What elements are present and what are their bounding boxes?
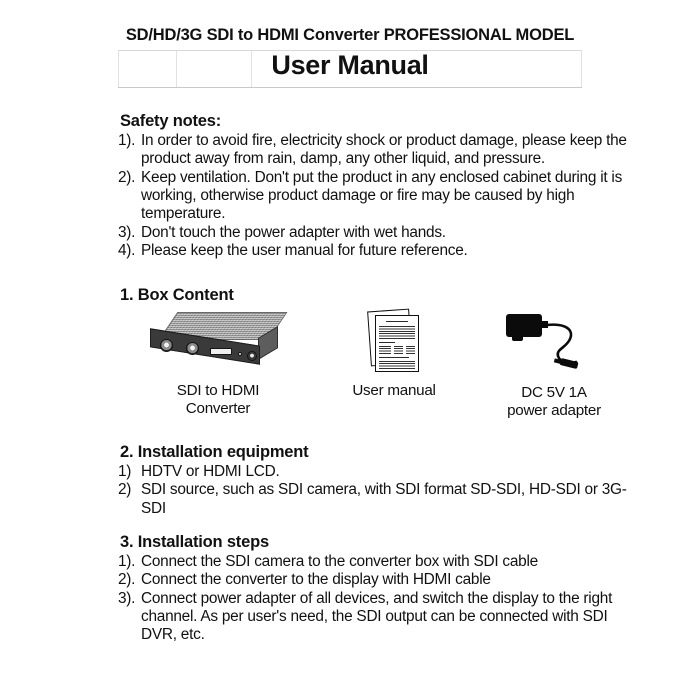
list-marker: 1).: [118, 553, 136, 570]
sdi-to-hdmi-converter-icon: [148, 308, 288, 376]
safety-notes-heading: Safety notes:: [120, 112, 222, 130]
safety-notes-section: [118, 112, 638, 260]
list-item: [118, 169, 638, 224]
list-text: HDTV or HDMI LCD.: [141, 463, 280, 480]
box-content-figures: [118, 308, 638, 436]
safety-notes-list: [118, 132, 638, 260]
caption: [470, 384, 638, 420]
box-item-user-manual: [314, 308, 474, 400]
list-item: [118, 242, 638, 260]
caption: [118, 382, 318, 418]
bnc-connector-icon: [186, 342, 199, 355]
list-item: [118, 481, 638, 518]
list-text: Connect the SDI camera to the converter box with SDI cable: [141, 553, 538, 570]
list-marker: 2).: [118, 571, 136, 589]
product-title: SD/HD/3G SDI to HDMI Converter PROFESSIONAL MODEL: [125, 26, 575, 44]
bnc-connector-icon: [160, 339, 173, 352]
list-item: [118, 132, 638, 169]
caption: [314, 382, 474, 400]
list-marker: 3).: [118, 589, 136, 607]
list-text: Connect power adapter of all devices, and switch the display to the right channel. As per user's need, the SDI output can be connected with SDI DVR, etc.: [141, 589, 613, 644]
list-item: [118, 590, 638, 645]
box-item-power-adapter: [470, 308, 638, 420]
manual-sheet-front: [375, 315, 419, 372]
list-text: SDI source, such as SDI camera, with SDI format SD-SDI, HD-SDI or 3G-SDI: [141, 481, 627, 517]
power-jack-icon: [247, 351, 257, 361]
list-item: [118, 553, 638, 571]
page-title: User Manual: [271, 50, 429, 80]
hdmi-port-icon: [210, 348, 232, 355]
installation-equipment-section: [118, 443, 638, 518]
list-text: Don't touch the power adapter with wet hands.: [141, 223, 446, 241]
list-item: [118, 224, 638, 242]
led-indicator-icon: [238, 352, 242, 356]
dc-power-adapter-icon: [500, 308, 608, 378]
list-marker: 2).: [118, 168, 136, 186]
list-marker: 1).: [118, 132, 136, 149]
list-text: Keep ventilation. Don't put the product in any enclosed cabinet during it is working, otherwise product damage or fire may be caused by high temperature.: [141, 168, 623, 223]
caption-line-2: power adapter: [507, 402, 601, 420]
installation-steps-heading: 3. Installation steps: [120, 533, 269, 551]
adapter-cable-icon: [500, 308, 608, 378]
caption-line-1: User manual: [352, 382, 436, 399]
box-item-converter: [118, 308, 318, 418]
installation-equipment-heading: 2. Installation equipment: [120, 443, 309, 461]
list-text: Connect the converter to the display with HDMI cable: [141, 571, 491, 589]
box-content-heading: 1. Box Content: [120, 286, 234, 304]
user-manual-booklet-icon: [363, 308, 425, 376]
list-item: [118, 571, 638, 589]
installation-steps-section: [118, 533, 638, 645]
list-text: In order to avoid fire, electricity shock or product damage, please keep the product away from rain, damp, any other liquid, and pressure.: [141, 132, 627, 168]
caption-line-2: Converter: [185, 400, 251, 418]
list-item: [118, 463, 638, 481]
caption-line-1: SDI to HDMI: [176, 382, 260, 399]
list-marker: 2): [118, 481, 132, 499]
list-marker: 1): [118, 463, 132, 480]
installation-equipment-list: [118, 463, 638, 518]
caption-line-1: DC 5V 1A: [521, 384, 587, 401]
list-marker: 3).: [118, 223, 136, 241]
list-marker: 4).: [118, 241, 136, 259]
installation-steps-list: [118, 553, 638, 645]
box-content-section: [118, 286, 638, 306]
list-text: Please keep the user manual for future reference.: [141, 241, 468, 259]
